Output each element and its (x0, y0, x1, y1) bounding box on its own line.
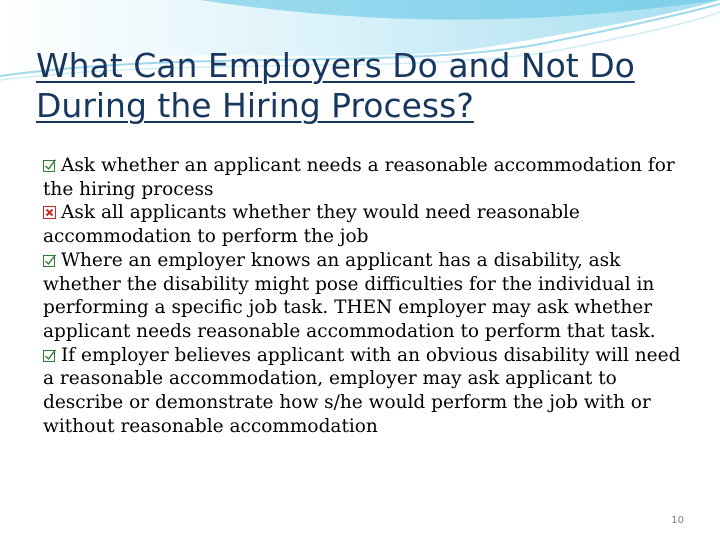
x-box-icon (43, 206, 56, 219)
bullet-item (43, 344, 693, 439)
bullet-item (43, 249, 693, 344)
check-box-icon (43, 349, 56, 362)
bullet-text: If employer believes applicant with an obvious disability will need a reasonable accommodation, employer may ask applicant to describe or demonstrate how s/he would perform the job with or without reasonable accommodation (43, 344, 681, 437)
bullet-list (43, 154, 693, 438)
check-box-icon (43, 254, 56, 267)
bullet-text: Ask whether an applicant needs a reasonable accommodation for the hiring process (43, 155, 675, 200)
bullet-text: Where an employer knows an applicant has a disability, ask whether the disability might pose difficulties for the individual in performing a specific job task. THEN employer may ask whether applicant needs reasonable accommodation to perform that task. (43, 249, 656, 342)
bullet-item (43, 154, 693, 201)
slide-title: What Can Employers Do and Not Do During the Hiring Process? (36, 46, 635, 125)
check-box-icon (43, 159, 56, 172)
page-number: 10 (671, 515, 684, 526)
bullet-text: Ask all applicants whether they would need reasonable accommodation to perform the job (43, 202, 580, 248)
bullet-item (43, 201, 693, 248)
